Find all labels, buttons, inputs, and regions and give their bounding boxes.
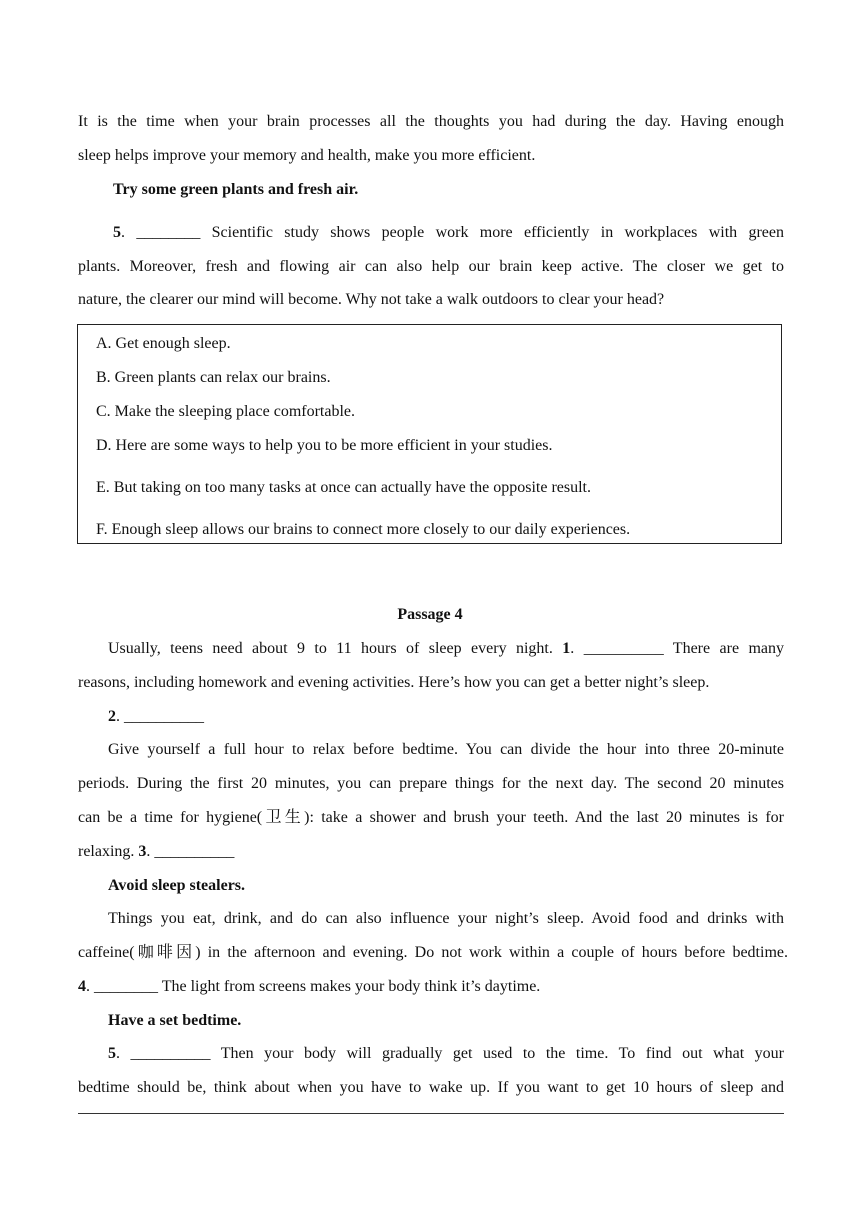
passage-4-title: Passage 4 (397, 606, 463, 623)
p4-intro-text: Usually, teens need about 9 to 11 hours of sleep every night. (108, 640, 563, 657)
option-b: B. Green plants can relax our brains. (96, 369, 331, 386)
p3-q5-line-3: nature, the clearer our mind will become. Why not take a walk outdoors to clear your head? (78, 291, 665, 308)
option-d: D. Here are some ways to help you to be more efficient in your studies. (96, 437, 553, 454)
answer-blank[interactable]: . __________ (146, 843, 235, 860)
p4-relax-line-4 (78, 842, 784, 862)
p3-text-line-1: It is the time when your brain processes all the thoughts you had during the day. Having enough (78, 113, 784, 130)
answer-blank[interactable]: . ________ (121, 224, 201, 241)
p4-avoid-line-2: caffeine(咖啡因) in the afternoon and evening. Do not work within a couple of hours before bedtime. (78, 944, 788, 961)
p4-q5-text: . __________ Then your body will gradually get used to the time. To find out what your (116, 1045, 784, 1062)
answer-blank[interactable]: . __________ There are many (570, 640, 785, 657)
question-number: 3 (138, 843, 147, 860)
p4-last-line: bedtime should be, think about when you have to wake up. If you want to get 10 hours of sleep and (78, 1079, 784, 1096)
bedtime-heading: Have a set bedtime. (108, 1012, 242, 1029)
p4-avoid-line-1: Things you eat, drink, and do can also influence your night’s sleep. Avoid food and drinks with (108, 910, 784, 927)
question-number: 1 (562, 640, 571, 657)
p4-intro-line-2: reasons, including homework and evening activities. Here’s how you can get a better night’s sleep. (78, 674, 710, 691)
p3-q5-text: Scientific study shows people work more efficiently in workplaces with green (200, 224, 784, 241)
option-f: F. Enough sleep allows our brains to connect more closely to our daily experiences. (96, 521, 631, 538)
answer-blank[interactable]: . __________ (116, 708, 204, 725)
p3-q5-line-1 (113, 223, 784, 243)
p4-relax-line-1: Give yourself a full hour to relax before bedtime. You can divide the hour into three 20-minute (108, 741, 784, 758)
question-number: 4 (78, 978, 86, 995)
options-box (77, 324, 782, 544)
p4-q4-line (78, 977, 784, 997)
green-plants-heading: Try some green plants and fresh air. (113, 181, 359, 198)
option-c: C. Make the sleeping place comfortable. (96, 403, 356, 420)
option-a: A. Get enough sleep. (96, 335, 231, 352)
option-e: E. But taking on too many tasks at once can actually have the opposite result. (96, 479, 591, 496)
footer-rule (78, 1113, 784, 1114)
p3-q5-line-2: plants. Moreover, fresh and flowing air can also help our brain keep active. The closer we get to (78, 258, 784, 275)
p4-relax-line-3: can be a time for hygiene(卫生): take a shower and brush your teeth. And the last 20 minutes is for (78, 809, 784, 826)
avoid-heading: Avoid sleep stealers. (108, 877, 246, 894)
p4-intro-line-1 (108, 639, 784, 659)
question-number: 5 (108, 1045, 116, 1062)
question-number: 5 (113, 224, 121, 241)
p4-q2-line (108, 707, 784, 727)
p4-relax-line-2: periods. During the first 20 minutes, you can prepare things for the next day. The second 20 minutes (78, 775, 784, 792)
question-number: 2 (108, 708, 116, 725)
p4-relax-text: relaxing. (78, 843, 139, 860)
p4-q4-text: . ________ The light from screens makes your body think it’s daytime. (86, 978, 541, 995)
p3-text-line-2: sleep helps improve your memory and health, make you more efficient. (78, 147, 536, 164)
p4-q5-line-1 (108, 1044, 784, 1064)
